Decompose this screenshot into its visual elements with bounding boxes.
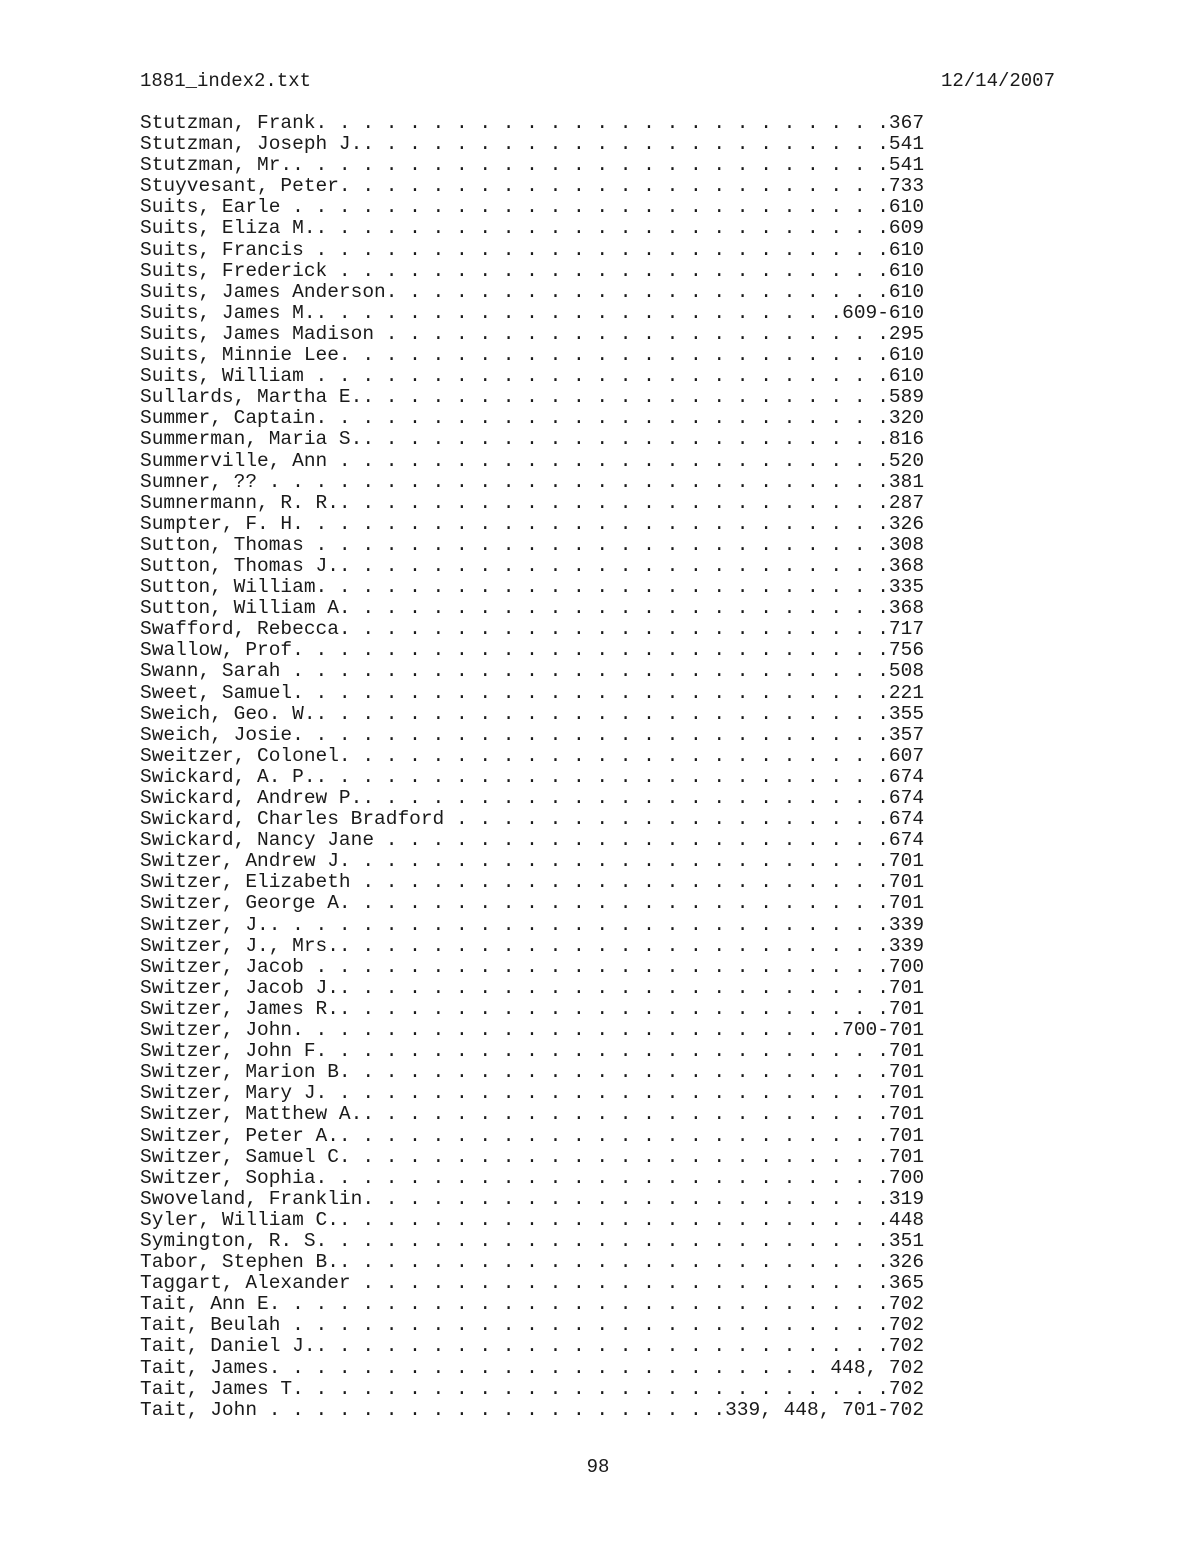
index-entry: Sullards, Martha E.. . . . . . . . . . . . . . . . . . . . . . .589 (140, 386, 925, 409)
index-entry: Stutzman, Mr.. . . . . . . . . . . . . . . . . . . . . . . . . .541 (140, 154, 925, 177)
index-entry: Switzer, Matthew A.. . . . . . . . . . . . . . . . . . . . . . .701 (140, 1103, 925, 1126)
index-entry: Symington, R. S. . . . . . . . . . . . . . . . . . . . . . . . .351 (140, 1229, 925, 1252)
index-entry: Switzer, John. . . . . . . . . . . . . . . . . . . . . . . .700-701 (140, 1019, 925, 1042)
index-entry: Suits, Minnie Lee. . . . . . . . . . . . . . . . . . . . . . . .610 (140, 344, 925, 367)
index-entry: Suits, James Madison . . . . . . . . . . . . . . . . . . . . . .295 (140, 322, 925, 345)
index-entry: Tait, John . . . . . . . . . . . . . . . . . . . .339, 448, 701-702 (140, 1398, 925, 1421)
index-entry: Switzer, Peter A.. . . . . . . . . . . . . . . . . . . . . . . .701 (140, 1124, 925, 1147)
document-date: 12/14/2007 (940, 70, 1055, 92)
index-entry: Swann, Sarah . . . . . . . . . . . . . . . . . . . . . . . . . .508 (140, 660, 925, 683)
index-entry: Summerman, Maria S.. . . . . . . . . . . . . . . . . . . . . . .816 (140, 428, 925, 451)
index-entry: Sutton, Thomas J.. . . . . . . . . . . . . . . . . . . . . . . .368 (140, 554, 925, 577)
index-entry: Swoveland, Franklin. . . . . . . . . . . . . . . . . . . . . . .319 (140, 1187, 925, 1210)
index-entry: Switzer, Jacob J.. . . . . . . . . . . . . . . . . . . . . . . .701 (140, 976, 925, 999)
index-entry: Suits, Earle . . . . . . . . . . . . . . . . . . . . . . . . . .610 (140, 196, 925, 219)
index-entry: Switzer, Andrew J. . . . . . . . . . . . . . . . . . . . . . . .701 (140, 850, 925, 873)
index-entry: Sutton, William A. . . . . . . . . . . . . . . . . . . . . . . .368 (140, 597, 925, 620)
index-entry: Swafford, Rebecca. . . . . . . . . . . . . . . . . . . . . . . .717 (140, 618, 925, 641)
index-entry: Suits, William . . . . . . . . . . . . . . . . . . . . . . . . .610 (140, 365, 925, 388)
index-entry: Swickard, Charles Bradford . . . . . . . . . . . . . . . . . . .674 (140, 808, 925, 831)
index-entry: Swickard, Andrew P.. . . . . . . . . . . . . . . . . . . . . . .674 (140, 787, 925, 809)
index-entry: Swallow, Prof. . . . . . . . . . . . . . . . . . . . . . . . . .756 (140, 639, 925, 662)
index-entry-list (140, 113, 924, 1421)
index-entry: Summerville, Ann . . . . . . . . . . . . . . . . . . . . . . . .520 (140, 449, 925, 472)
index-entry: Switzer, James R.. . . . . . . . . . . . . . . . . . . . . . . .701 (140, 997, 925, 1020)
index-entry: Suits, James Anderson. . . . . . . . . . . . . . . . . . . . . .610 (140, 280, 925, 303)
index-entry: Sweich, Josie. . . . . . . . . . . . . . . . . . . . . . . . . .357 (140, 723, 925, 746)
index-entry: Switzer, Elizabeth . . . . . . . . . . . . . . . . . . . . . . .701 (140, 871, 925, 894)
index-entry: Suits, Eliza M.. . . . . . . . . . . . . . . . . . . . . . . . .609 (140, 217, 925, 240)
index-entry: Switzer, George A. . . . . . . . . . . . . . . . . . . . . . . .701 (140, 892, 925, 915)
index-entry: Stuyvesant, Peter. . . . . . . . . . . . . . . . . . . . . . . .733 (140, 175, 925, 198)
index-entry: Sumner, ?? . . . . . . . . . . . . . . . . . . . . . . . . . . .381 (140, 470, 925, 493)
index-entry: Switzer, J., Mrs.. . . . . . . . . . . . . . . . . . . . . . . .339 (140, 934, 925, 957)
index-entry: Tait, Ann E. . . . . . . . . . . . . . . . . . . . . . . . . . .702 (140, 1293, 925, 1316)
index-entry: Syler, William C.. . . . . . . . . . . . . . . . . . . . . . . .448 (140, 1208, 925, 1231)
index-entry: Summer, Captain. . . . . . . . . . . . . . . . . . . . . . . . .320 (140, 407, 925, 430)
index-entry: Sumnermann, R. R.. . . . . . . . . . . . . . . . . . . . . . . .287 (140, 491, 925, 514)
index-entry: Swickard, A. P.. . . . . . . . . . . . . . . . . . . . . . . . .674 (140, 765, 925, 788)
index-entry: Switzer, Samuel C. . . . . . . . . . . . . . . . . . . . . . . .701 (140, 1145, 925, 1168)
index-entry: Taggart, Alexander . . . . . . . . . . . . . . . . . . . . . . .365 (140, 1272, 925, 1295)
index-entry: Switzer, Sophia. . . . . . . . . . . . . . . . . . . . . . . . .700 (140, 1166, 925, 1189)
index-entry: Swickard, Nancy Jane . . . . . . . . . . . . . . . . . . . . . .674 (140, 829, 925, 852)
index-entry: Tait, James. . . . . . . . . . . . . . . . . . . . . . . . 448, 702 (140, 1356, 925, 1379)
index-entry: Tabor, Stephen B.. . . . . . . . . . . . . . . . . . . . . . . .326 (140, 1251, 925, 1274)
index-entry: Switzer, Marion B. . . . . . . . . . . . . . . . . . . . . . . .701 (140, 1061, 925, 1084)
index-entry: Tait, James T. . . . . . . . . . . . . . . . . . . . . . . . . .702 (140, 1377, 925, 1400)
index-entry: Suits, James M.. . . . . . . . . . . . . . . . . . . . . . .609-610 (140, 301, 925, 324)
index-entry: Sweitzer, Colonel. . . . . . . . . . . . . . . . . . . . . . . .607 (140, 744, 925, 767)
index-entry: Stutzman, Joseph J.. . . . . . . . . . . . . . . . . . . . . . .541 (140, 133, 925, 156)
index-entry: Stutzman, Frank. . . . . . . . . . . . . . . . . . . . . . . . .367 (140, 112, 925, 134)
index-entry: Tait, Daniel J.. . . . . . . . . . . . . . . . . . . . . . . . .702 (140, 1335, 925, 1358)
index-entry: Sumpter, F. H. . . . . . . . . . . . . . . . . . . . . . . . . .326 (140, 512, 925, 535)
index-entry: Tait, Beulah . . . . . . . . . . . . . . . . . . . . . . . . . .702 (140, 1314, 925, 1337)
index-entry: Sweich, Geo. W.. . . . . . . . . . . . . . . . . . . . . . . . .355 (140, 702, 925, 725)
index-entry: Suits, Francis . . . . . . . . . . . . . . . . . . . . . . . . .610 (140, 238, 925, 261)
index-entry: Sutton, William. . . . . . . . . . . . . . . . . . . . . . . . .335 (140, 576, 925, 599)
index-entry: Switzer, Jacob . . . . . . . . . . . . . . . . . . . . . . . . .700 (140, 955, 925, 978)
index-entry: Switzer, Mary J. . . . . . . . . . . . . . . . . . . . . . . . .701 (140, 1082, 925, 1105)
index-entry: Switzer, J.. . . . . . . . . . . . . . . . . . . . . . . . . . .339 (140, 913, 925, 936)
index-entry: Sutton, Thomas . . . . . . . . . . . . . . . . . . . . . . . . .308 (140, 533, 925, 556)
document-filename: 1881_index2.txt (140, 70, 312, 92)
index-entry: Suits, Frederick . . . . . . . . . . . . . . . . . . . . . . . .610 (140, 259, 925, 282)
index-entry: Switzer, John F. . . . . . . . . . . . . . . . . . . . . . . . .701 (140, 1040, 925, 1063)
page-number: 98 (586, 1456, 610, 1478)
index-entry: Sweet, Samuel. . . . . . . . . . . . . . . . . . . . . . . . . .221 (140, 681, 925, 704)
